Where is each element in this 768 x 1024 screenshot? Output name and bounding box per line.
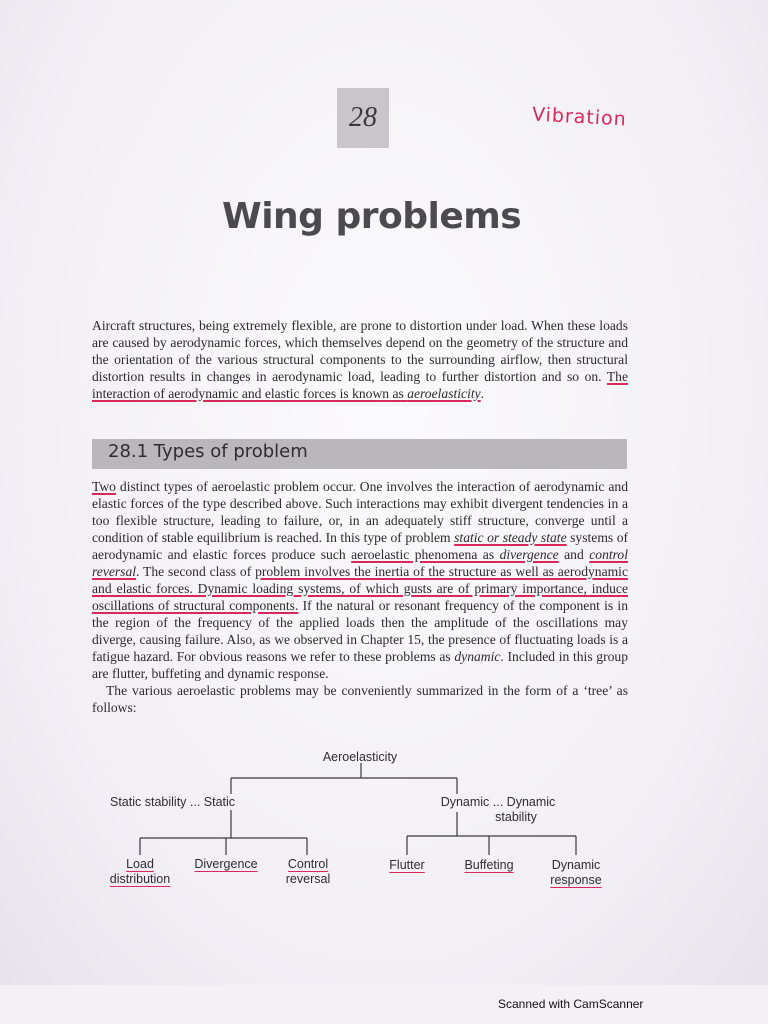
handwritten-note: Vibration — [531, 103, 628, 131]
types-paragraph: Two distinct types of aeroelastic problem occur. One involves the interaction of aerodynamic and elastic forces of the type described above. Such interactions may exhibit divergent tendencies in a too flexible structure, leading to failure, or, in an adequately stiff structure, converge until a condition of stable equilibrium is reached. In this type of problem static or steady state systems of aerodynamic and elastic forces produce such aeroelastic phenomena as divergence and control reversal. The second class of problem involves the inertia of the structure as well as aerodynamic and elastic forces. Dynamic loading systems, of which gusts are of primary importance, induce oscillations of structural components. If the natural or resonant frequency of the component is in the region of the frequency of the applied loads then the amplitude of the oscillations may diverge, causing failure. Also, as we observed in Chapter 15, the presence of fluctuating loads is a fatigue hazard. For obvious reasons we refer to these problems as dynamic. Included in this group are flutter, buffeting and dynamic response. The various aeroelastic problems may be conveniently summarized in the form of a ‘tree’ as follows: — [92, 479, 629, 715]
tree-node-buffeting: Buffeting — [464, 858, 514, 872]
tree-node-control-reversal: Control reversal — [285, 857, 331, 886]
tree-node-divergence: Divergence — [194, 857, 258, 871]
tree-intro: The various aeroelastic problems may be conveniently summarized in the form of a ‘tree’ as follows: — [92, 683, 628, 715]
tree-node-flutter: Flutter — [389, 858, 425, 872]
aeroelasticity-definition: The interaction of aerodynamic and elastic forces is known as aeroelasticity — [92, 369, 628, 401]
tree-root: Aeroelasticity — [322, 750, 398, 764]
scanner-watermark: Scanned with CamScanner — [498, 997, 644, 1011]
section-title: 28.1 Types of problem — [108, 441, 308, 462]
chapter-number: 28 — [337, 88, 389, 148]
intro-paragraph: Aircraft structures, being extremely flexible, are prone to distortion under load. When these loads are caused by aerodynamic forces, which themselves depend on the geometry of the structure and the orientation of the various structural components to the surrounding airflow, then structural distortion results in changes in aerodynamic load, leading to further distortion and so on. The interaction of aerodynamic and elastic forces is known as aeroelasticity. — [92, 318, 628, 401]
tree-dynamic: Dynamic ... Dynamic stability — [440, 795, 556, 824]
tree-node-load-distribution: Load distribution — [109, 857, 171, 886]
tree-static: Static stability ... Static — [110, 795, 236, 809]
chapter-title: Wing problems — [222, 196, 522, 237]
tree-node-dynamic-response: Dynamic response — [550, 858, 602, 887]
